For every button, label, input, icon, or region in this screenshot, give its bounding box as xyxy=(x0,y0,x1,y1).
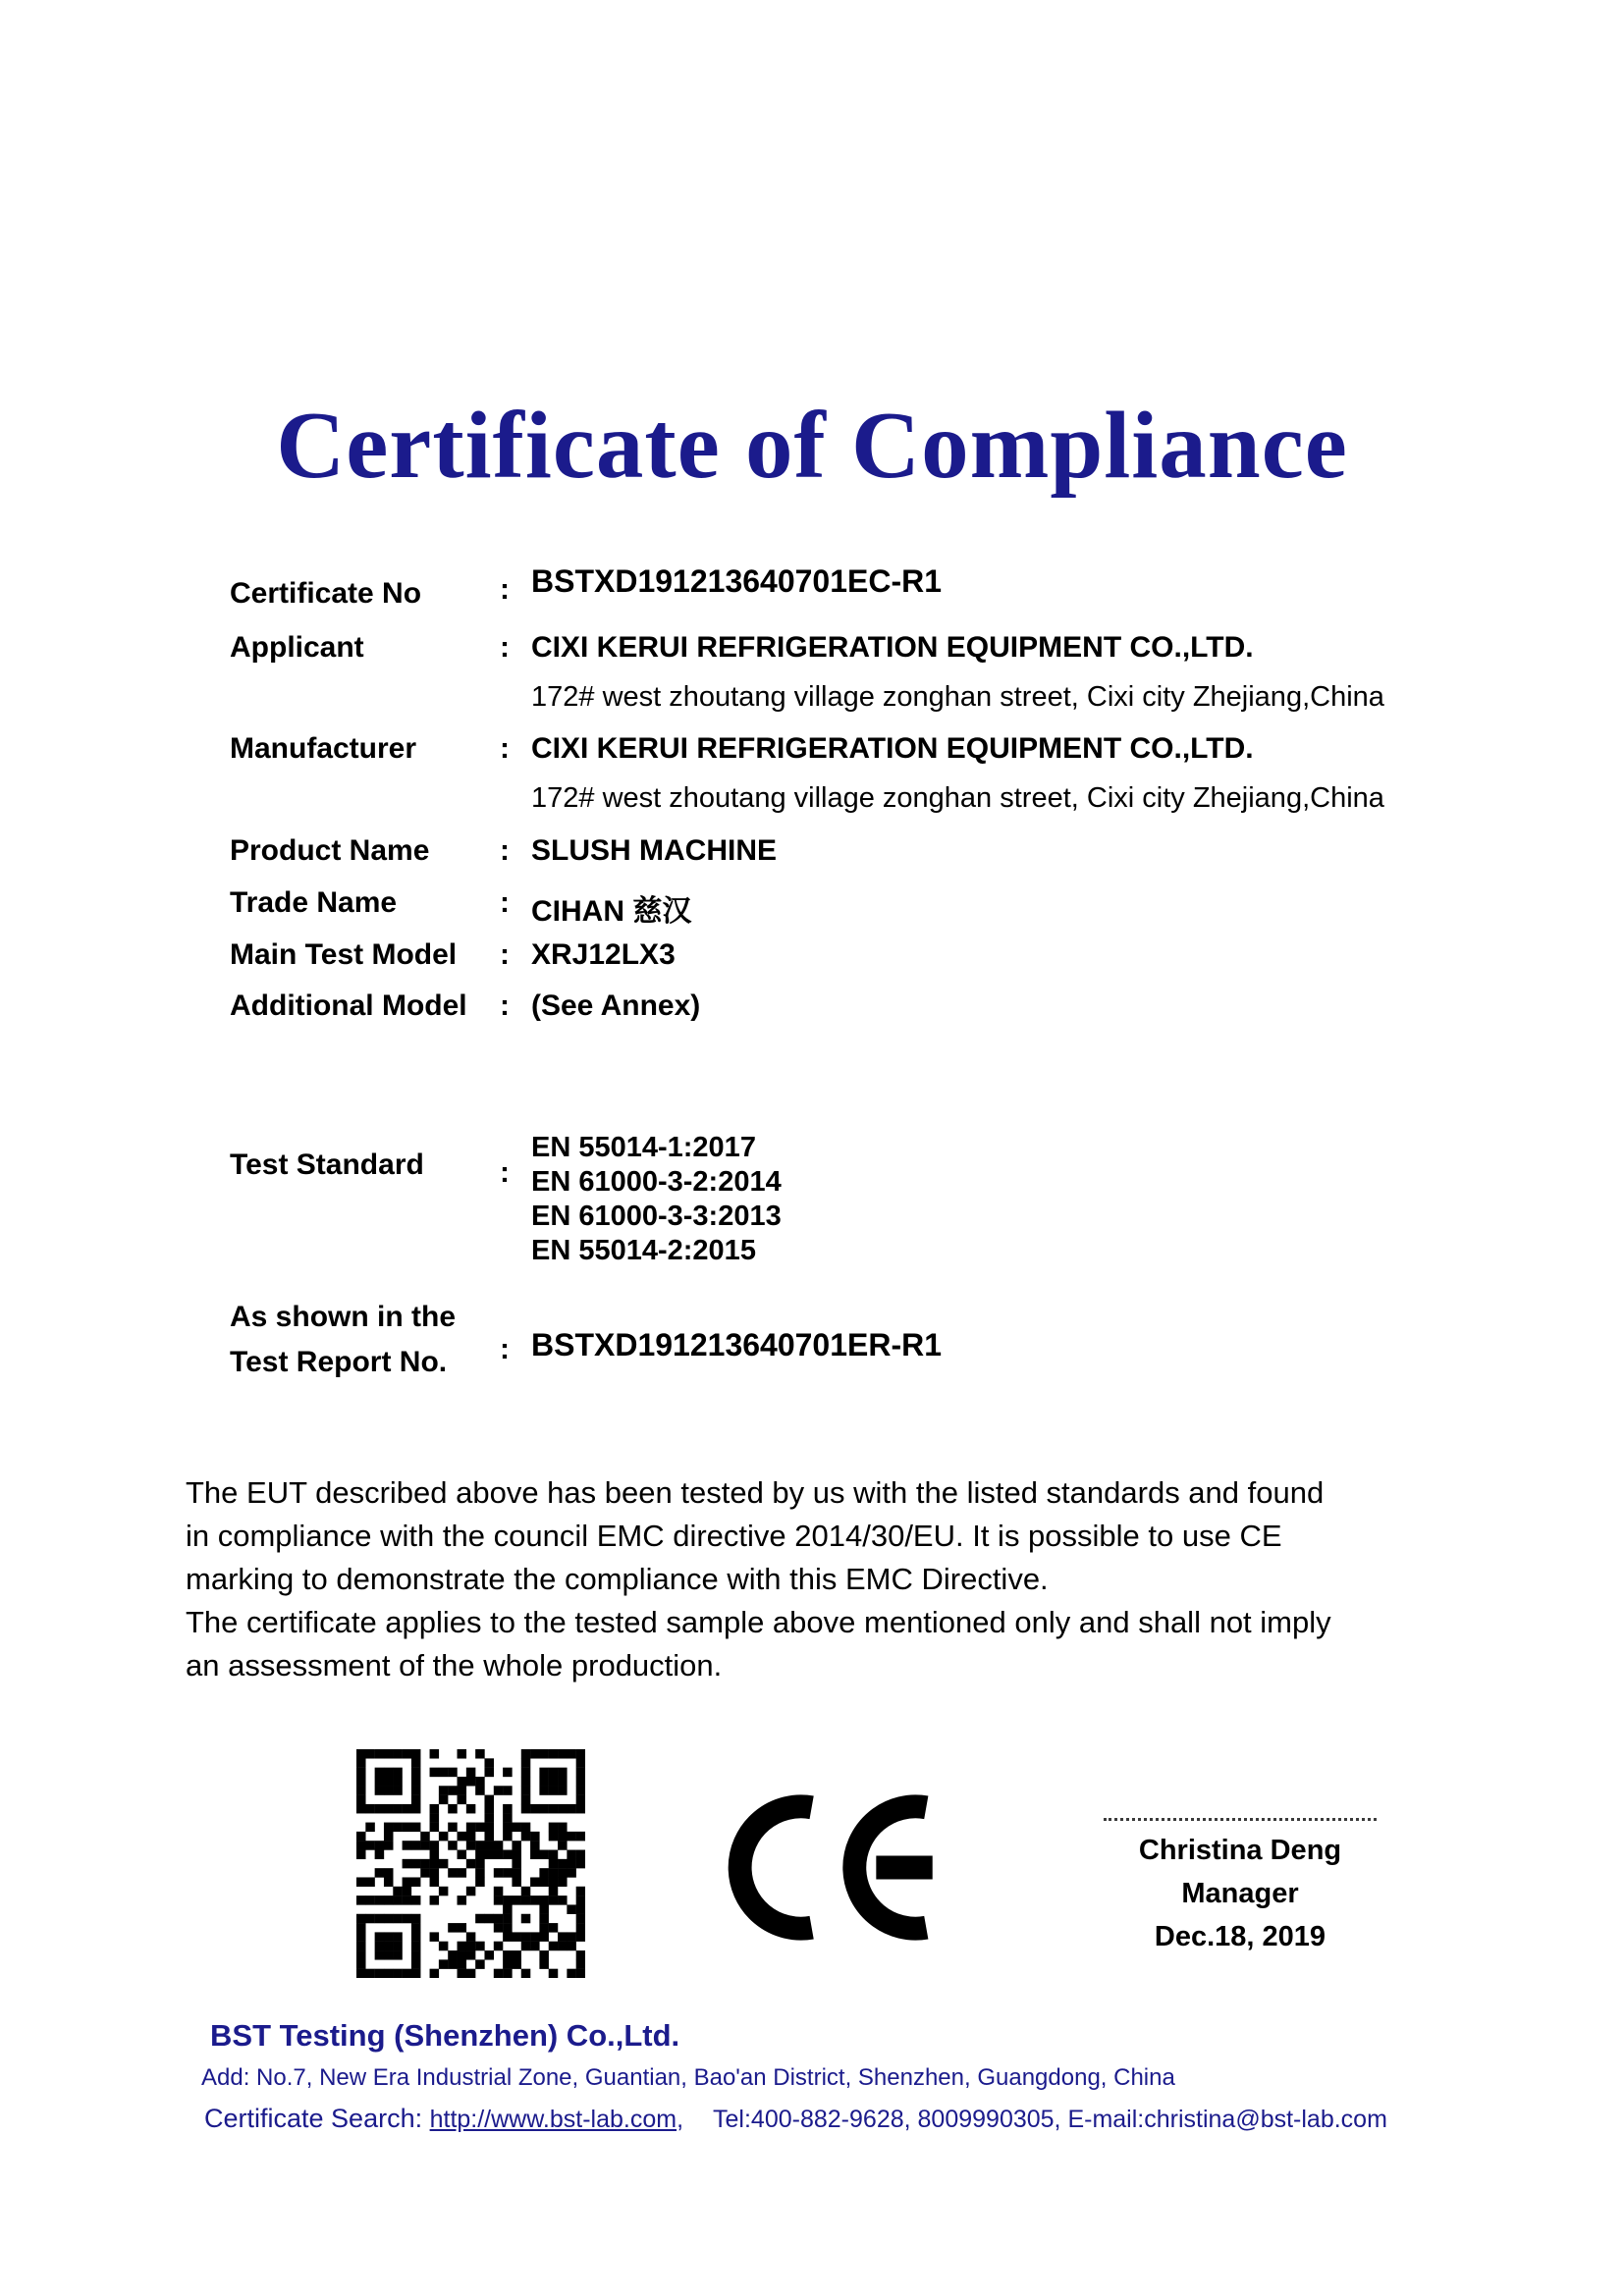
field-colon-trade-name: : xyxy=(500,886,510,919)
signature-dotted-line xyxy=(1104,1818,1377,1821)
field-value-applicant: CIXI KERUI REFRIGERATION EQUIPMENT CO.,LTD. xyxy=(531,631,1254,664)
field-label-test-report-line2: Test Report No. xyxy=(230,1346,448,1378)
certificate-search-line xyxy=(204,2104,1387,2134)
field-address-applicant: 172# west zhoutang village zonghan street, Cixi city Zhejiang,China xyxy=(531,681,1384,713)
test-standard-item: EN 61000-3-2:2014 xyxy=(531,1166,782,1198)
field-label-applicant: Applicant xyxy=(230,631,364,664)
field-value-certificate-no: BSTXD191213640701EC-R1 xyxy=(531,563,943,599)
field-address-manufacturer: 172# west zhoutang village zonghan street, Cixi city Zhejiang,China xyxy=(531,782,1384,814)
field-label-product-name: Product Name xyxy=(230,834,430,867)
field-colon-test-report: : xyxy=(500,1333,510,1365)
issuer-contact-info: Tel:400-882-9628, 8009990305, E-mail:christina@bst-lab.com xyxy=(713,2106,1387,2133)
signature-date: Dec.18, 2019 xyxy=(1154,1921,1326,1952)
field-label-additional-model: Additional Model xyxy=(230,989,467,1022)
field-value-manufacturer: CIXI KERUI REFRIGERATION EQUIPMENT CO.,LTD. xyxy=(531,732,1254,765)
test-standard-item: EN 61000-3-3:2013 xyxy=(531,1201,782,1232)
certificate-search-label: Certificate Search: xyxy=(204,2104,430,2133)
ce-mark-icon xyxy=(728,1792,953,1943)
field-colon-applicant: : xyxy=(500,631,510,664)
field-value-trade-name: CIHAN 慈汉 xyxy=(531,895,692,928)
field-colon-main-test-model: : xyxy=(500,938,510,971)
test-standard-item: EN 55014-1:2017 xyxy=(531,1132,756,1163)
qr-code xyxy=(356,1749,585,1978)
field-label-test-standard: Test Standard xyxy=(230,1148,424,1181)
test-standard-list xyxy=(531,1131,782,1268)
compliance-statement-line: in compliance with the council EMC directive 2014/30/EU. It is possible to use CE xyxy=(186,1519,1282,1553)
field-value-test-report: BSTXD191213640701ER-R1 xyxy=(531,1327,943,1362)
field-label-test-report-line1: As shown in the xyxy=(230,1301,457,1333)
field-label-trade-name: Trade Name xyxy=(230,886,398,919)
issuer-address: Add: No.7, New Era Industrial Zone, Guantian, Bao'an District, Shenzhen, Guangdong, China xyxy=(201,2064,1175,2091)
compliance-statement-line: marking to demonstrate the compliance with this EMC Directive. xyxy=(186,1562,1049,1596)
field-value-product-name: SLUSH MACHINE xyxy=(531,834,778,867)
ce-mark-logo xyxy=(728,1792,953,1948)
page-title: Certificate of Compliance xyxy=(276,393,1348,498)
field-colon-certificate-no: : xyxy=(500,573,510,606)
compliance-statement-line: The certificate applies to the tested sample above mentioned only and shall not imply xyxy=(186,1605,1331,1639)
signatory-role: Manager xyxy=(1181,1878,1299,1909)
compliance-statement xyxy=(186,1471,1331,1687)
compliance-statement-line: The EUT described above has been tested by us with the listed standards and found xyxy=(186,1475,1325,1510)
field-value-additional-model: (See Annex) xyxy=(531,989,701,1022)
certificate-search-link[interactable]: http://www.bst-lab.com xyxy=(429,2106,677,2133)
field-label-certificate-no: Certificate No xyxy=(230,577,422,610)
issuer-company-name: BST Testing (Shenzhen) Co.,Ltd. xyxy=(210,2018,680,2053)
signature-block xyxy=(1098,1818,1382,1958)
field-label-manufacturer: Manufacturer xyxy=(230,732,417,765)
field-colon-product-name: : xyxy=(500,834,510,867)
field-colon-test-standard: : xyxy=(500,1156,510,1189)
signatory-name: Christina Deng xyxy=(1138,1835,1342,1866)
compliance-statement-line: an assessment of the whole production. xyxy=(186,1648,723,1682)
field-label-main-test-model: Main Test Model xyxy=(230,938,458,971)
certificate-search-comma: , xyxy=(677,2106,684,2133)
field-colon-additional-model: : xyxy=(500,989,510,1022)
test-standard-item: EN 55014-2:2015 xyxy=(531,1235,756,1266)
field-value-main-test-model: XRJ12LX3 xyxy=(531,938,676,971)
field-colon-manufacturer: : xyxy=(500,732,510,765)
